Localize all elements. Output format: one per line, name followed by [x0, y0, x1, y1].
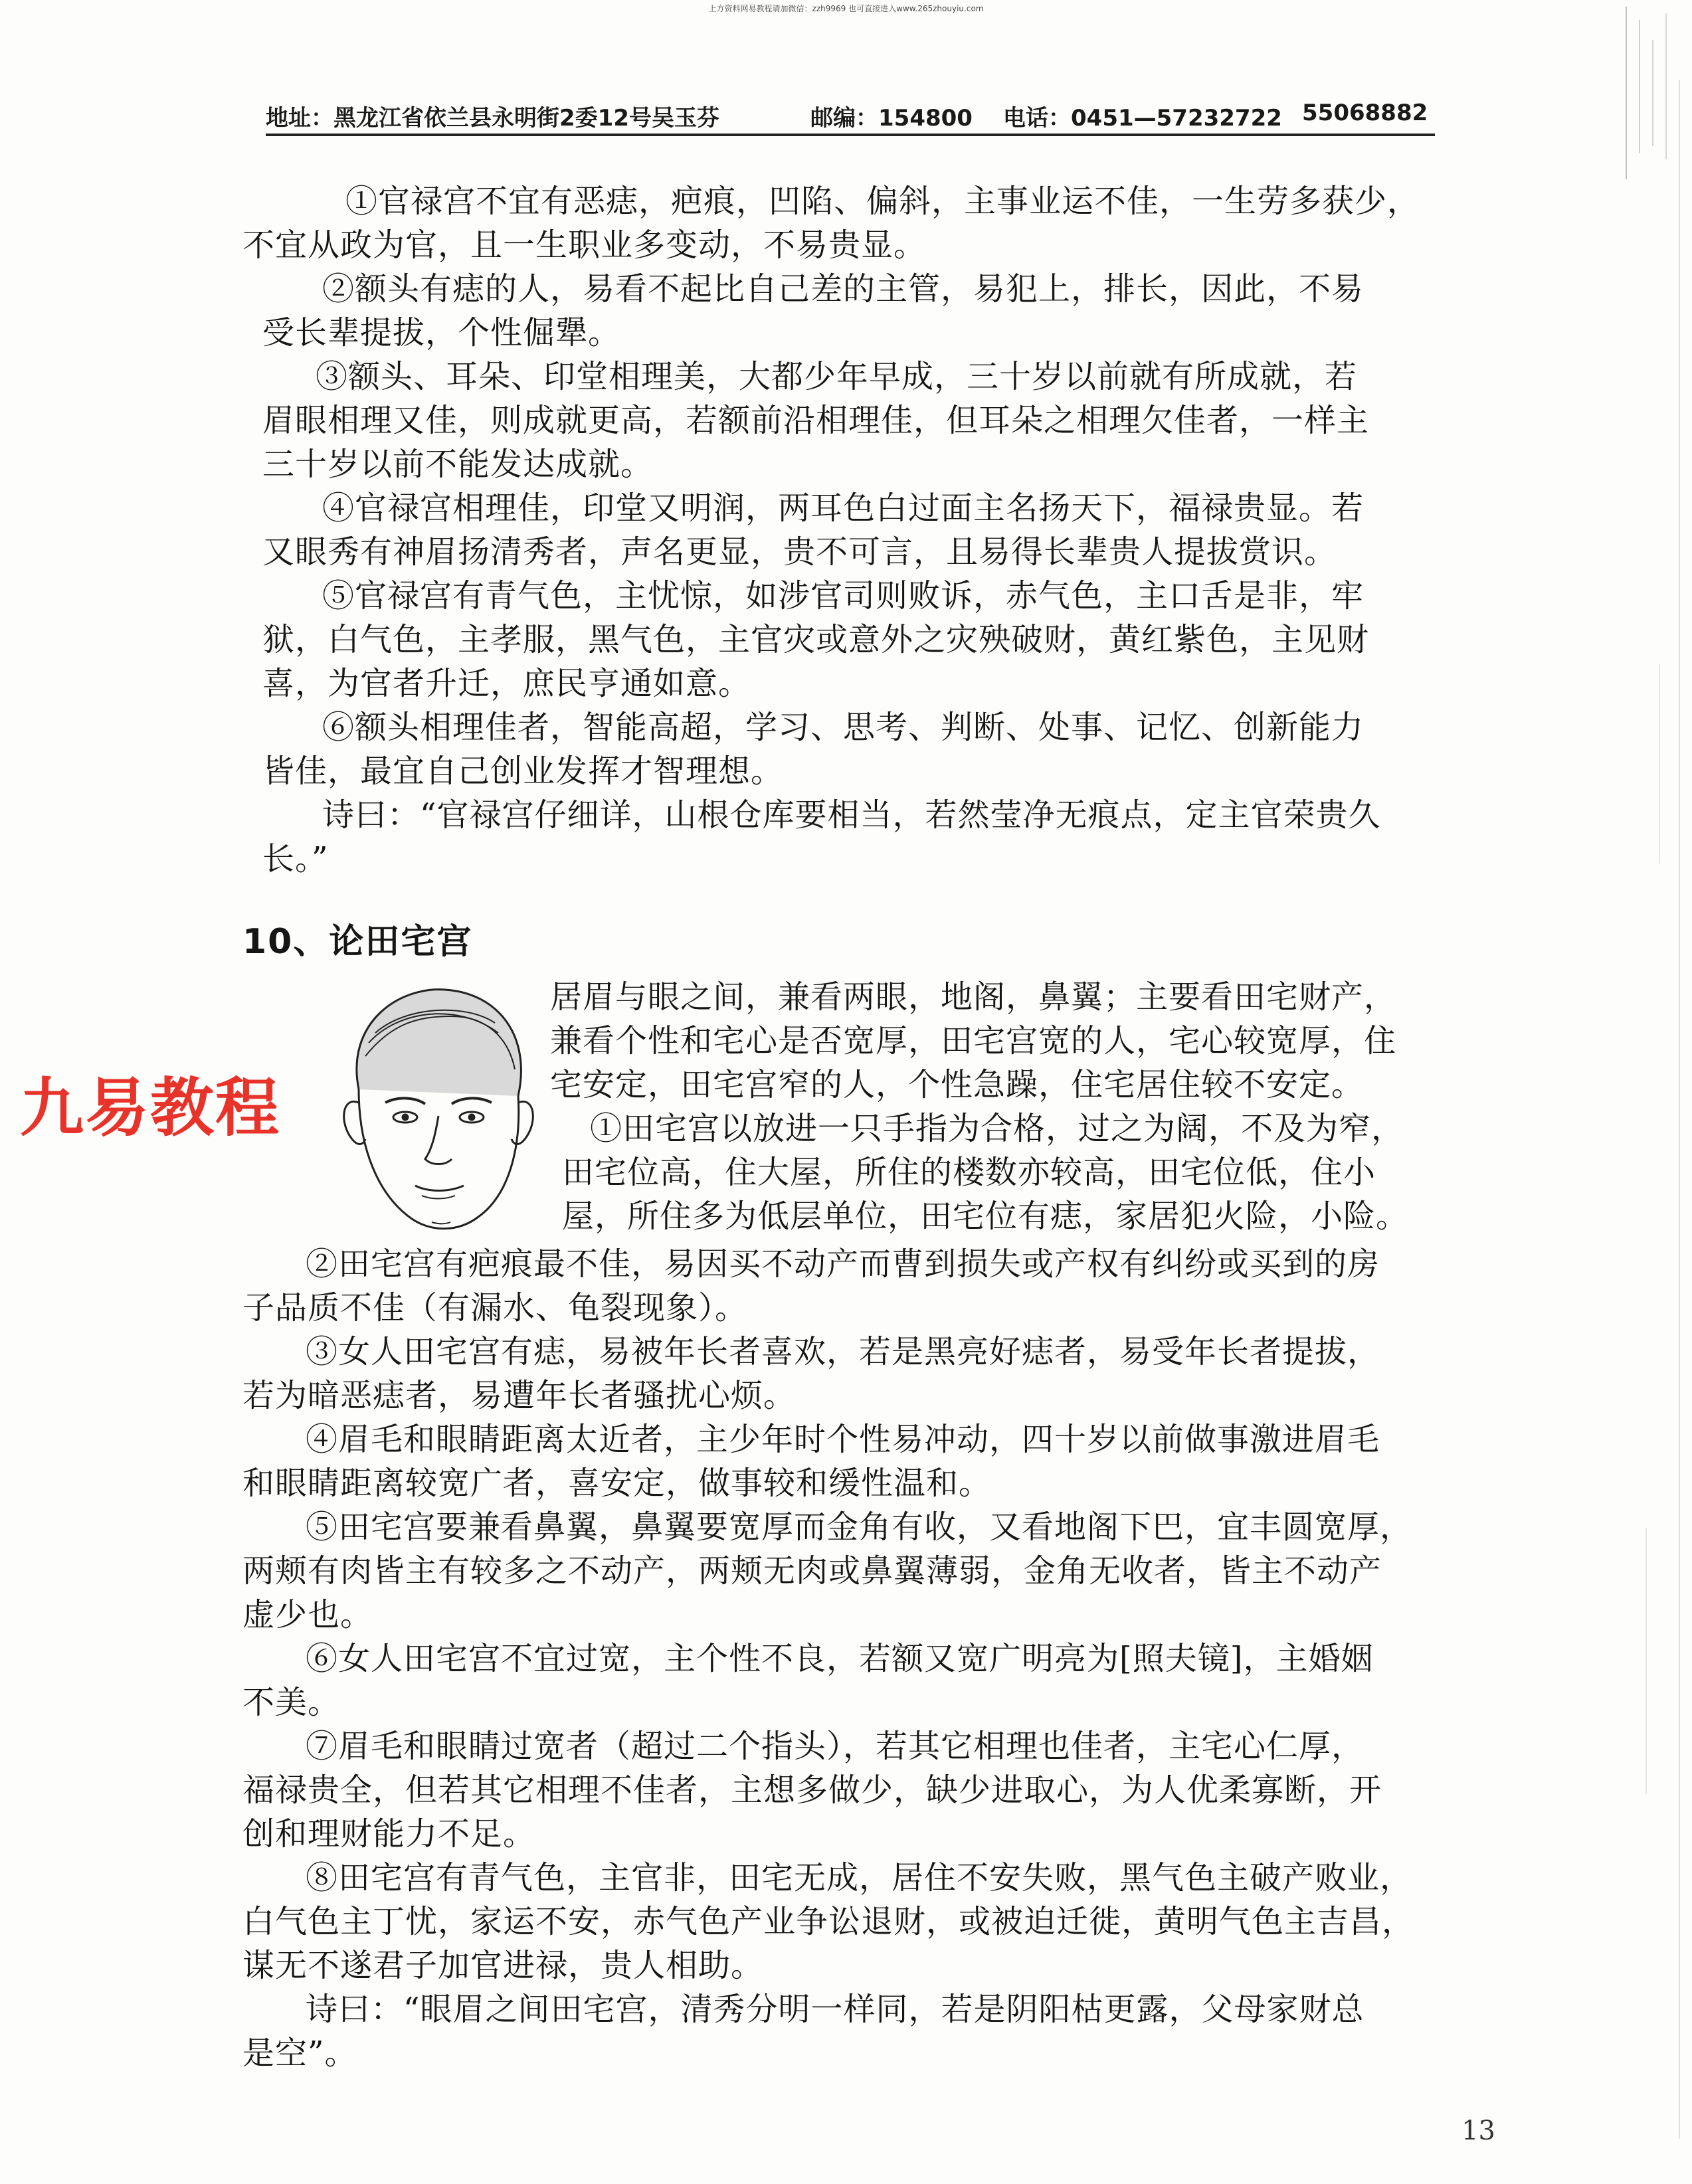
- text-line: 兼看个性和宅心是否宽厚，田宅宫宽的人，宅心较宽厚，住: [550, 1022, 1397, 1059]
- text-line: ④眉毛和眼睛距离太近者，主少年时个性易冲动，四十岁以前做事激进眉毛: [306, 1421, 1380, 1458]
- text-line: 虚少也。: [242, 1596, 373, 1633]
- header-zip: 邮编：154800: [810, 105, 973, 132]
- text-line: 宅安定，田宅宫窄的人，个性急躁，住宅居住较不安定。: [550, 1066, 1364, 1103]
- text-line: 又眼秀有神眉扬清秀者，声名更显，贵不可言，且易得长辈贵人提拔赏识。: [262, 533, 1337, 571]
- text-line: 不美。: [242, 1684, 341, 1721]
- watermark-logo: 九易教程: [20, 1071, 280, 1145]
- text-line: 皆佳，最宜自己创业发挥才智理想。: [262, 753, 784, 790]
- text-line: ⑦眉毛和眼睛过宽者（超过二个指头），若其它相理也佳者，主宅心仁厚，: [306, 1728, 1364, 1765]
- paragraph-block-tianzhai-intro: [550, 975, 1408, 1238]
- text-line: 居眉与眼之间，兼看两眼，地阁，鼻翼；主要看田宅财产，: [550, 978, 1397, 1016]
- header-phone: 电话：0451—57232722: [1003, 105, 1282, 132]
- text-line: ⑥女人田宅宫不宜过宽，主个性不良，若额又宽广明亮为[照夫镜]，主婚姻: [306, 1640, 1374, 1677]
- face-portrait-illustration: [319, 976, 545, 1242]
- text-line: 长。”: [262, 840, 329, 877]
- text-line: ③额头、耳朵、印堂相理美，大都少年早成，三十岁以前就有所成就，若: [316, 358, 1358, 395]
- text-line: 狱，白气色，主孝服，黑气色，主官灾或意外之灾殃破财，黄红紫色，主见财: [262, 621, 1370, 658]
- header-rule: [266, 134, 1435, 136]
- text-line: ③女人田宅宫有痣，易被年长者喜欢，若是黑亮好痣者，易受年长者提拔，: [306, 1333, 1380, 1370]
- text-line: 不宜从政为官，且一生职业多变动，不易贵显。: [242, 227, 927, 264]
- text-line: ⑥额头相理佳者，智能高超，学习、思考、判断、处事、记忆、创新能力: [322, 709, 1364, 746]
- text-line: 诗曰：“眼眉之间田宅宫，清秀分明一样同，若是阴阳枯更露，父母家财总: [306, 1991, 1364, 2028]
- text-line: 两颊有肉皆主有较多之不动产，两颊无肉或鼻翼薄弱，金角无收者，皆主不动产: [242, 1552, 1382, 1590]
- text-line: ①田宅宫以放进一只手指为合格，过之为阔，不及为窄，: [590, 1110, 1404, 1147]
- text-line: 屋，所住多为低层单位，田宅位有痣，家居犯火险，小险。: [562, 1198, 1409, 1235]
- text-line: 喜，为官者升迁，庶民亨通如意。: [262, 665, 751, 702]
- text-line: 眉眼相理又佳，则成就更高，若额前沿相理佳，但耳朵之相理欠佳者，一样主: [262, 402, 1370, 439]
- paragraph-block-guanlu: [242, 179, 1420, 881]
- text-line: 和眼睛距离较宽广者，喜安定，做事较和缓性温和。: [242, 1465, 992, 1502]
- text-line: 三十岁以前不能发达成就。: [262, 446, 654, 483]
- text-line: ⑧田宅宫有青气色，主官非，田宅无成，居住不安失败，黑气色主破产败业，: [306, 1859, 1413, 1896]
- top-watermark-note: 上方资料网易教程请加微信：zzh9969 也可直接进入www.265zhouyiu.com: [708, 4, 984, 13]
- text-line: 田宅位高，住大屋，所住的楼数亦较高，田宅位低，住小: [562, 1154, 1376, 1191]
- text-line: ④官禄宫相理佳，印堂又明润，两耳色白过面主名扬天下，福禄贵显。若: [322, 490, 1364, 527]
- text-line: ①官禄宫不宜有恶痣，疤痕，凹陷、偏斜，主事业运不佳，一生劳多获少，: [345, 183, 1420, 220]
- text-line: 福禄贵全，但若其它相理不佳者，主想多做少，缺少进取心，为人优柔寡断，开: [242, 1772, 1382, 1809]
- text-line: ⑤官禄宫有青气色，主忧惊，如涉官司则败诉，赤气色，主口舌是非，牢: [322, 577, 1364, 614]
- text-line: ②田宅宫有疤痕最不佳，易因买不动产而曹到损失或产权有纠纷或买到的房: [306, 1245, 1380, 1283]
- text-line: 受长辈提拔，个性倔犟。: [262, 314, 621, 351]
- text-line: ②额头有痣的人，易看不起比自己差的主管，易犯上，排长，因此，不易: [322, 270, 1364, 308]
- text-line: 白气色主丁忧，家运不安，赤气色产业争讼退财，或被迫迁徙，黄明气色主吉昌，: [242, 1903, 1415, 1940]
- page-header: [266, 97, 1435, 134]
- header-address: 地址：黑龙江省依兰县永明街2委12号吴玉芬: [266, 105, 719, 132]
- header-phone-2: 55068882: [1302, 100, 1428, 126]
- section-title: 10、论田宅宫: [242, 922, 473, 962]
- text-line: 创和理财能力不足。: [242, 1815, 536, 1853]
- paragraph-block-tianzhai: [242, 1242, 1414, 2075]
- text-line: 若为暗恶痣者，易遭年长者骚扰心烦。: [242, 1377, 797, 1414]
- text-line: 是空”。: [242, 2035, 357, 2072]
- text-line: 诗曰：“官禄宫仔细详，山根仓库要相当，若然莹净无痕点，定主官荣贵久: [322, 796, 1381, 834]
- scan-edge-speckle: [1612, 0, 1692, 2184]
- page-number: 13: [1461, 2116, 1495, 2146]
- text-line: 谋无不遂君子加官进禄，贵人相助。: [242, 1947, 764, 1984]
- text-line: ⑤田宅宫要兼看鼻翼，鼻翼要宽厚而金角有收，又看地阁下巴，宜丰圆宽厚，: [306, 1508, 1413, 1546]
- text-line: 子品质不佳（有漏水、龟裂现象）。: [242, 1289, 748, 1326]
